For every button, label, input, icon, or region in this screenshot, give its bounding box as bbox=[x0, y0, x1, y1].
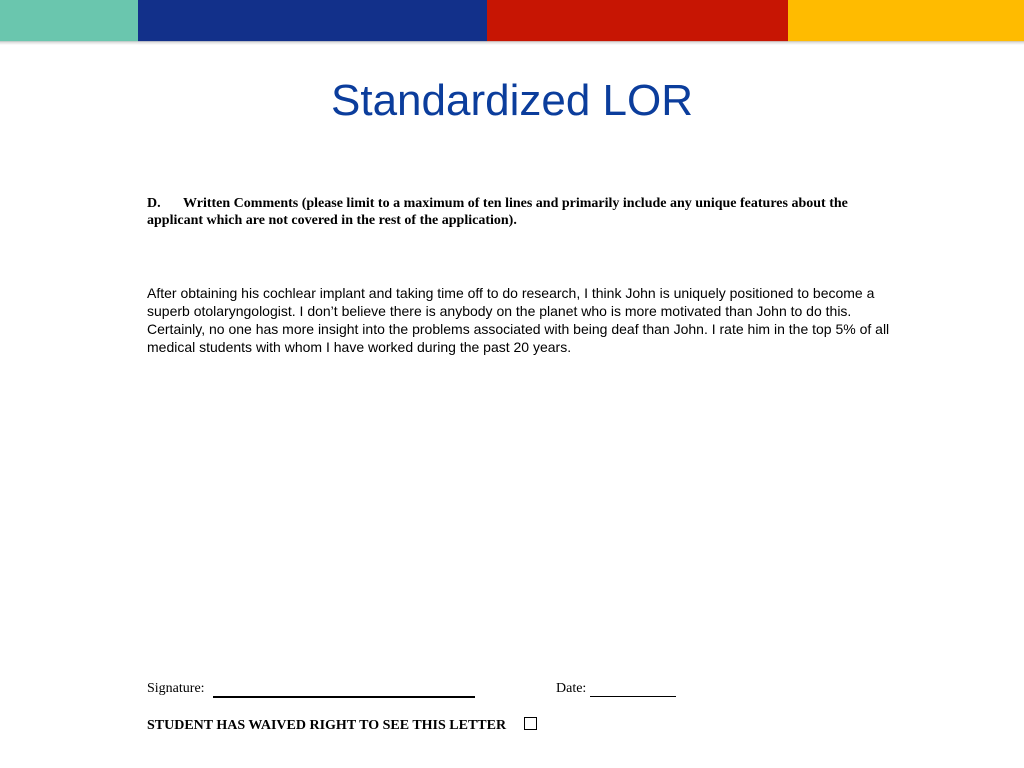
signature-line[interactable] bbox=[213, 696, 475, 698]
signature-row bbox=[147, 681, 887, 701]
section-instructions: Written Comments (please limit to a maximum of ten lines and primarily include any unique features about the applicant which are not covered in the rest of the application). bbox=[147, 196, 848, 228]
header-color-bar bbox=[0, 0, 1024, 42]
signature-label: Signature: bbox=[147, 681, 205, 696]
waiver-row bbox=[147, 715, 537, 737]
section-heading bbox=[147, 195, 877, 229]
waiver-text: STUDENT HAS WAIVED RIGHT TO SEE THIS LETTER bbox=[147, 718, 507, 733]
page-title: Standardized LOR bbox=[331, 76, 693, 125]
date-line[interactable] bbox=[590, 696, 676, 697]
color-segment-teal bbox=[0, 0, 138, 42]
section-letter: D. bbox=[147, 196, 161, 211]
date-label: Date: bbox=[556, 681, 587, 696]
color-segment-navy bbox=[138, 0, 487, 42]
waiver-checkbox[interactable] bbox=[524, 717, 537, 730]
written-comments: After obtaining his cochlear implant and taking time off to do research, I think John is uniquely positioned to become a superb otolaryngologist. I don’t believe there is anybody on the planet who is more motivated than John to do this. Certainly, no one has more insight into the problems associated with being deaf than John. I rate him in the top 5% of all medical students with whom I have worked during the past 20 years. bbox=[147, 285, 890, 355]
color-segment-red bbox=[487, 0, 788, 42]
header-shadow bbox=[0, 41, 1024, 45]
color-segment-yellow bbox=[788, 0, 1024, 42]
